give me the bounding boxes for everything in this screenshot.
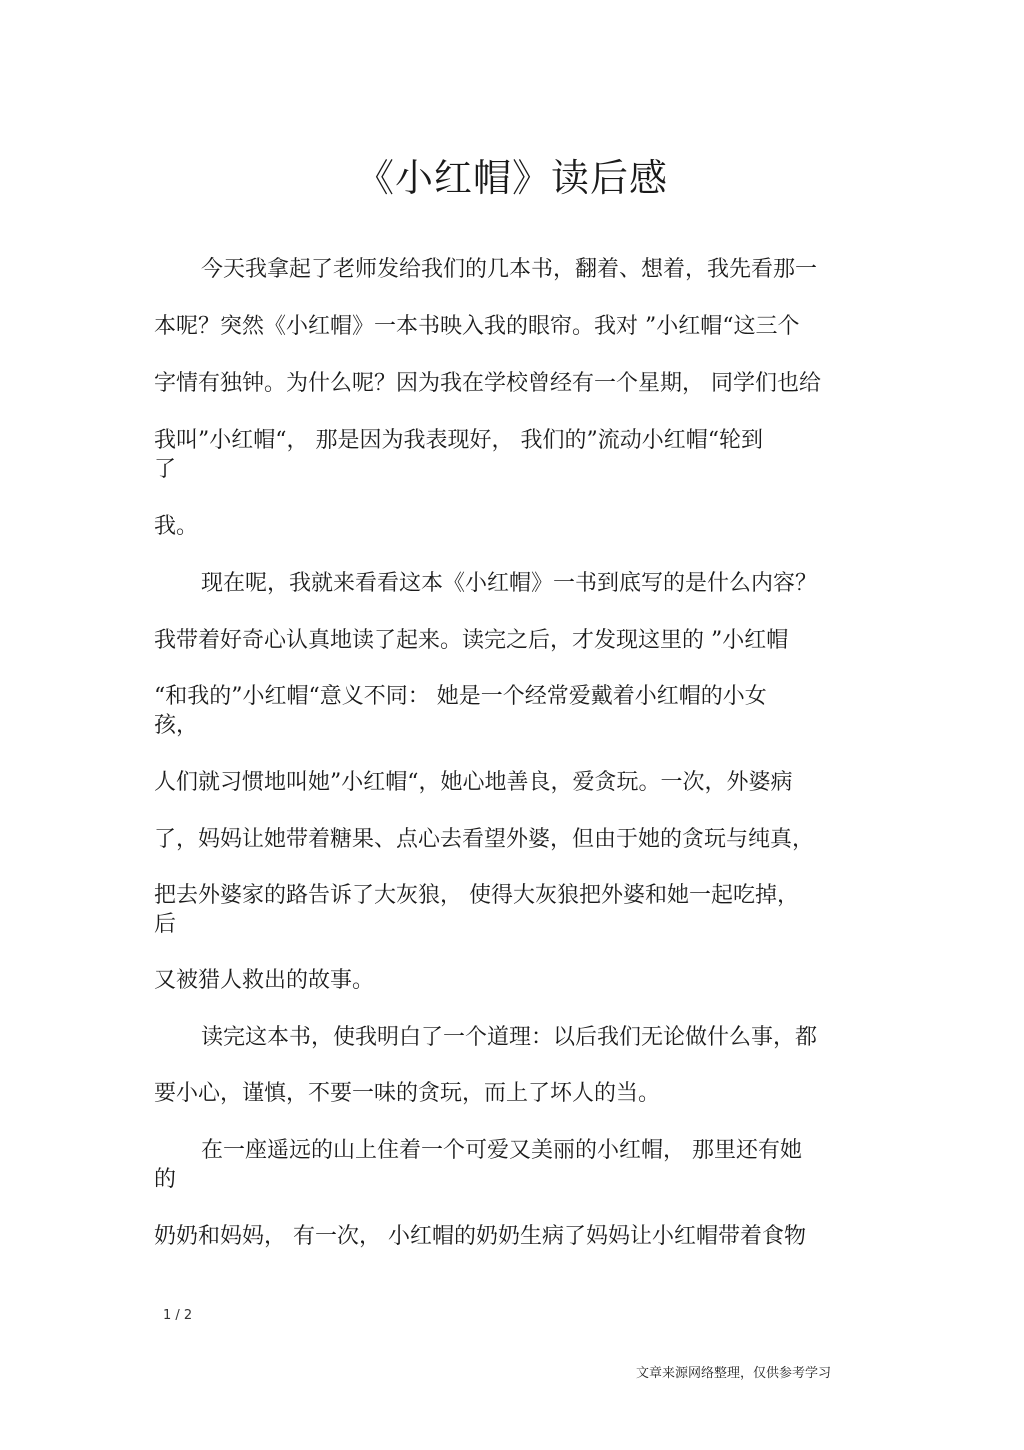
paragraph-line: 奶奶和妈妈， 有一次， 小红帽的奶奶生病了妈妈让小红帽带着食物 bbox=[154, 1224, 806, 1249]
page-number: 1 / 2 bbox=[163, 1308, 193, 1323]
paragraph-line: 在一座遥远的山上住着一个可爱又美丽的小红帽， 那里还有她 bbox=[201, 1138, 802, 1163]
paragraph-line: 我叫”小红帽“， 那是因为我表现好， 我们的”流动小红帽“轮到 bbox=[154, 428, 763, 453]
paragraph-line: 把去外婆家的路告诉了大灰狼， 使得大灰狼把外婆和她一起吃掉， bbox=[154, 883, 799, 908]
footer-note: 文章来源网络整理，仅供参考学习 bbox=[636, 1366, 832, 1381]
paragraph-line-wrap: 的 bbox=[154, 1167, 177, 1192]
paragraph-line: 字情有独钟。为什么呢？因为我在学校曾经有一个星期， 同学们也给 bbox=[154, 371, 821, 396]
paragraph-line: 我。 bbox=[154, 514, 199, 539]
paragraph-line: 本呢？突然《小红帽》一本书映入我的眼帘。我对 ”小红帽“这三个 bbox=[154, 314, 800, 339]
paragraph-line: 人们就习惯地叫她”小红帽“，她心地善良，爱贪玩。一次，外婆病 bbox=[154, 770, 793, 795]
paragraph-line: 读完这本书，使我明白了一个道理：以后我们无论做什么事，都 bbox=[201, 1025, 818, 1050]
paragraph-line: 我带着好奇心认真地读了起来。读完之后，才发现这里的 ”小红帽 bbox=[154, 628, 789, 653]
paragraph-line: 又被猎人救出的故事。 bbox=[154, 968, 375, 993]
paragraph-line: 了，妈妈让她带着糖果、点心去看望外婆，但由于她的贪玩与纯真， bbox=[154, 827, 815, 852]
paragraph-line-wrap: 了 bbox=[154, 457, 177, 482]
paragraph-line: 今天我拿起了老师发给我们的几本书，翻着、想着，我先看那一 bbox=[201, 257, 818, 282]
paragraph-line: 现在呢，我就来看看这本《小红帽》一书到底写的是什么内容？ bbox=[201, 571, 818, 596]
document-title: 《小红帽》读后感 bbox=[355, 156, 668, 200]
paragraph-line: 要小心，谨慎，不要一味的贪玩，而上了坏人的当。 bbox=[154, 1081, 661, 1106]
paragraph-line: “和我的”小红帽“意义不同： 她是一个经常爱戴着小红帽的小女 bbox=[154, 684, 767, 709]
paragraph-line-wrap: 后 bbox=[154, 912, 177, 937]
paragraph-line-wrap: 孩， bbox=[154, 713, 199, 738]
